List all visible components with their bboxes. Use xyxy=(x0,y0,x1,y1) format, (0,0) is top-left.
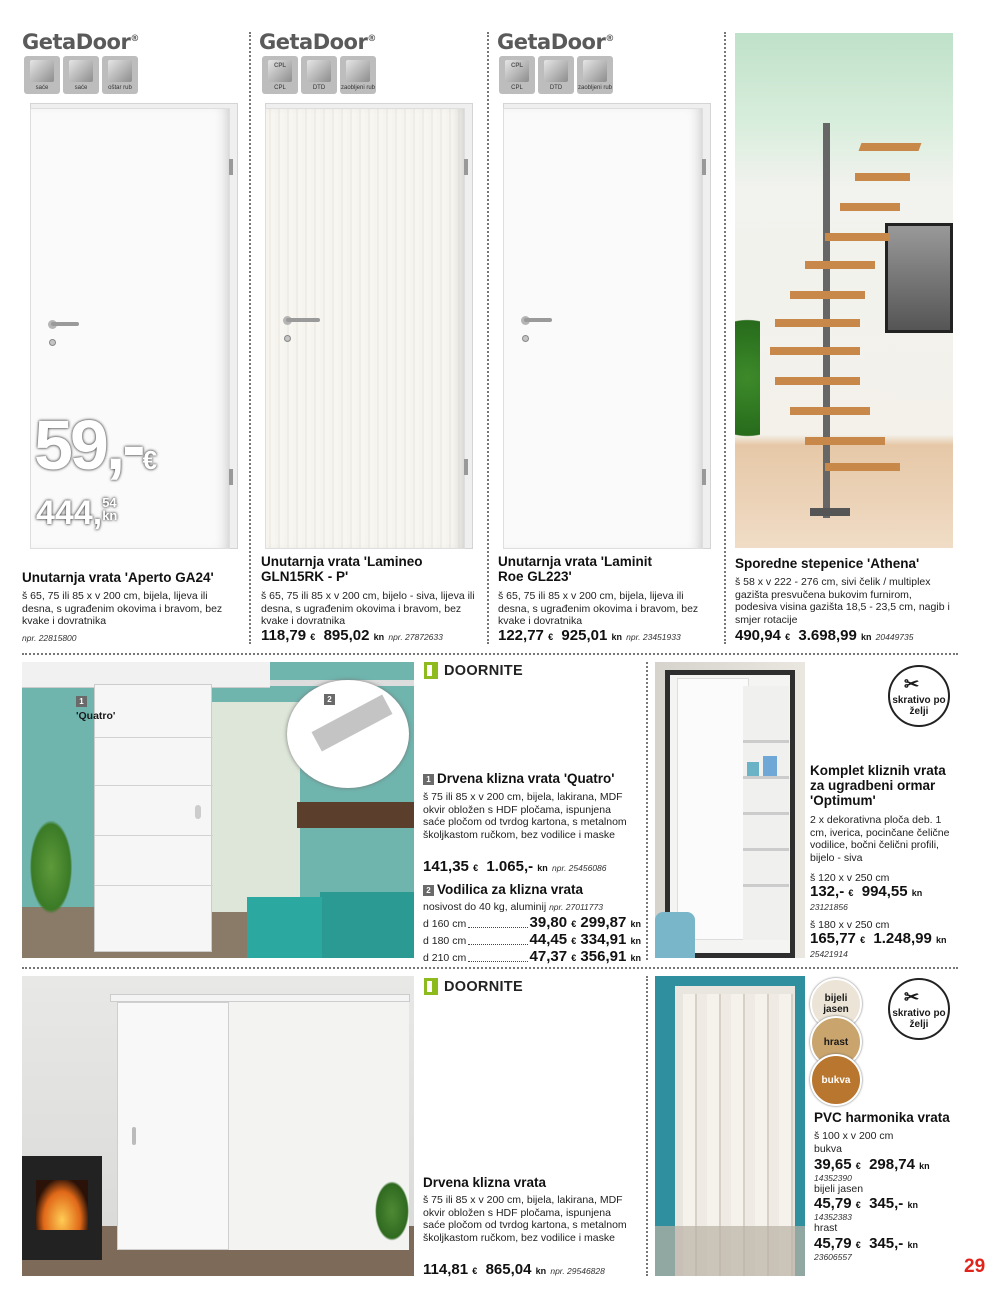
product-title-3: Unutarnja vrata 'Laminit Roe GL223' xyxy=(498,554,652,584)
rail-desc: nosivost do 40 kg, aluminij npr. 27011773 xyxy=(423,901,603,913)
door-handle-icon xyxy=(524,318,552,322)
product-desc-1: š 65, 75 ili 85 x v 200 cm, bijela, lijeva ili desna, s ugrađenim okovima i bravom, bez kvake i dovratnika xyxy=(22,590,223,627)
swatch-bukva: bukva xyxy=(810,1054,862,1106)
keyhole-icon xyxy=(522,335,529,342)
quatro-price: 141,35 € 1.065,- kn npr. 25456086 xyxy=(423,858,607,875)
optimum-desc: 2 x dekorativna ploča deb. 1 cm, iverica, pocinčane čelične vodilice, bočni čelični profili, bijelo - siva xyxy=(810,814,950,864)
quatro-desc: š 75 ili 85 x v 200 cm, bijela, lakirana, MDF okvir obložen s HDF pločama, ispunjena saće pločom od tvrdog kartona, s metalnom školjkastom ručkom, bez vodilice i maske xyxy=(423,791,627,841)
rail-photo-badge: 2 xyxy=(324,690,338,708)
big-price-kn: 444, 54 kn xyxy=(36,494,118,532)
brand-logo-1: GetaDoor® xyxy=(22,30,139,54)
scissors-badge-2: ✂ skrativo po želji xyxy=(888,978,950,1040)
page-number: 29 xyxy=(964,1256,986,1277)
sharp-edge-feature-icon: oštar rub xyxy=(102,56,138,94)
product-title-2: Unutarnja vrata 'Lamineo GLN15RK - P' xyxy=(261,554,423,584)
product-title-4: Sporedne stepenice 'Athena' xyxy=(735,556,920,571)
scissors-icon: ✂ xyxy=(904,674,920,694)
brand-logo-3: GetaDoor® xyxy=(497,30,614,54)
optimum-price-1: 132,- € 994,55 kn xyxy=(810,883,923,900)
product-price-3: 122,77 € 925,01 kn npr. 23451933 xyxy=(498,627,681,644)
optimum-price-2: 165,77 € 1.248,99 kn xyxy=(810,930,947,947)
product-title-1: Unutarnja vrata 'Aperto GA24' xyxy=(22,570,214,585)
product-desc-4: š 58 x v 222 - 276 cm, sivi čelik / multiplex gazišta presvučena bukovim furnirom, podesiva visina gazišta 18,5 - 23,5 cm, nagib i smjer rotacije xyxy=(735,576,950,626)
sliding-desc: š 75 ili 85 x v 200 cm, bijela, lakirana, MDF okvir obložen s HDF pločama, ispunjena saće pločom od tvrdog kartona, s metalnom školjkastom ručkom, bez vodilice i maske xyxy=(423,1194,627,1244)
dtd-feature-icon: DTD xyxy=(301,56,337,94)
quatro-photo-badge: 1 xyxy=(76,692,90,710)
scissors-icon: ✂ xyxy=(904,987,920,1007)
product-desc-3: š 65, 75 ili 85 x v 200 cm, bijela, lijeva ili desna, s ugrađenim okovima i bravom, bez kvake i dovratnika xyxy=(498,590,699,627)
keyhole-icon xyxy=(284,335,291,342)
sliding-title: Drvena klizna vrata xyxy=(423,1175,547,1190)
doornite-logo-icon xyxy=(424,978,438,995)
door-handle-icon xyxy=(286,318,320,322)
brand-logo-2: GetaDoor® xyxy=(259,30,376,54)
optimum-size-2: š 180 x v 250 cm xyxy=(810,919,890,931)
staircase-image xyxy=(735,33,953,548)
rail-row: d 180 cm 44,45 € 334,91 kn xyxy=(423,931,641,948)
pvc-title: PVC harmonika vrata xyxy=(814,1110,950,1125)
swatch-hrast: hrast xyxy=(810,1016,862,1068)
product-price-4: 490,94 € 3.698,99 kn 20449735 xyxy=(735,627,914,644)
rail-title: 2 Vodilica za klizna vrata xyxy=(423,882,583,897)
door-image-2 xyxy=(265,108,465,549)
rail-row: d 210 cm 47,37 € 356,91 kn xyxy=(423,948,641,965)
product-art-1: npr. 22815800 xyxy=(22,633,77,643)
swatch-bijeli-jasen: bijeli jasen xyxy=(810,978,862,1030)
feature-icons-1 xyxy=(24,56,138,94)
dtd-feature-icon: DTD xyxy=(538,56,574,94)
feature-icons-3 xyxy=(499,56,613,94)
honeycomb-feature-icon: saće xyxy=(24,56,60,94)
doornite-logo-2: DOORNITE xyxy=(424,978,523,995)
pvc-variant: bukva 39,65 € 298,74 kn 14352390 xyxy=(814,1143,930,1183)
core-feature-icon: saće xyxy=(63,56,99,94)
doornite-logo-1: DOORNITE xyxy=(424,662,523,679)
quatro-photo-label: 'Quatro' xyxy=(76,710,116,722)
product-desc-2: š 65, 75 ili 85 x v 200 cm, bijelo - siva, lijeva ili desna, s ugrađenim okovima i bravom, bez kvake i dovratnika xyxy=(261,590,475,627)
sliding-door-image xyxy=(22,976,414,1276)
door-image-3 xyxy=(503,108,703,549)
doornite-logo-icon xyxy=(424,662,438,679)
rail-price-list xyxy=(423,914,641,965)
keyhole-icon xyxy=(49,339,56,346)
quatro-title: 1 Drvena klizna vrata 'Quatro' xyxy=(423,771,614,786)
rail-row: d 160 cm 39,80 € 299,87 kn xyxy=(423,914,641,931)
cpl-feature-icon: CPL CPL xyxy=(262,56,298,94)
optimum-art-2: 25421914 xyxy=(810,949,848,959)
feature-icons-2 xyxy=(262,56,376,94)
pvc-door-image xyxy=(655,976,805,1276)
scissors-badge-1: ✂ skrativo po želji xyxy=(888,665,950,727)
door-handle-icon xyxy=(51,322,79,326)
pvc-variant: bijeli jasen 45,79 € 345,- kn 14352383 xyxy=(814,1182,918,1222)
pvc-variant: hrast 45,79 € 345,- kn 23606557 xyxy=(814,1222,918,1262)
big-price-eur: 59,-€ xyxy=(34,406,158,484)
rounded-edge-feature-icon: zaobljeni rub xyxy=(577,56,613,94)
pvc-variants xyxy=(814,1143,964,1262)
optimum-art-1: 23121856 xyxy=(810,902,848,912)
optimum-image xyxy=(655,662,805,958)
optimum-title: Komplet kliznih vrata za ugradbeni ormar 'Optimum' xyxy=(810,763,946,808)
pvc-size: š 100 x v 200 cm xyxy=(814,1130,894,1142)
sliding-price: 114,81 € 865,04 kn npr. 29546828 xyxy=(423,1261,605,1278)
cpl-feature-icon: CPL CPL xyxy=(499,56,535,94)
product-price-2: 118,79 € 895,02 kn npr. 27872633 xyxy=(261,627,443,644)
optimum-size-1: š 120 x v 250 cm xyxy=(810,872,890,884)
rounded-edge-feature-icon: zaobljeni rub xyxy=(340,56,376,94)
